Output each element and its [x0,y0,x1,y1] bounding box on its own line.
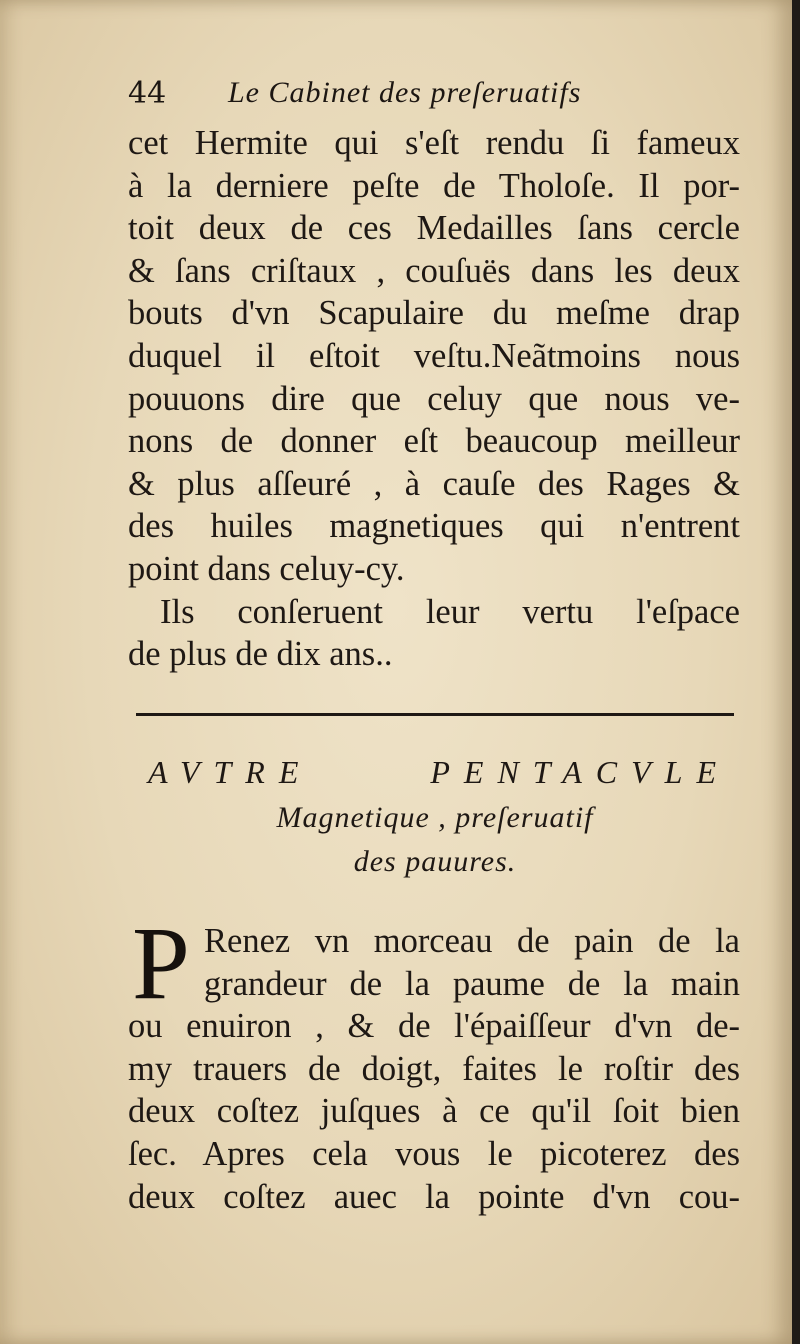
page-number: 44 [128,76,167,111]
section-heading-line-3: des pauures. [353,845,517,878]
text-line: Renez vn morceau de pain de la [204,922,740,960]
text-line: grandeur de la paume de la main [204,964,740,1003]
text-line: pouuons dire que celuy que nous ve- [128,379,740,418]
section-heading [140,748,730,884]
text-line: de plus de dix ans.. [128,635,393,674]
paragraph-2 [128,906,740,1218]
text-line: à la derniere peſte de Tholoſe. Il por- [128,166,740,205]
section-heading-line-1: AVTRE PENTACVLE [148,754,730,790]
text-line: & plus aſſeuré , à cauſe des Rages & [128,464,740,503]
section-heading-line-2: Magnetique , preſeruatif [276,801,594,834]
section-rule [136,713,734,716]
scan-right-edge [792,0,800,1344]
paragraph-1 [128,122,740,676]
running-head [128,76,748,116]
text-line: duquel il eſtoit veſtu.Neãtmoins nous [128,336,740,375]
text-line: nons de donner eſt beaucoup meilleur [128,422,740,461]
text-line: toit deux de ces Medailles ſans cercle [128,209,740,248]
text-line: ſec. Apres cela vous le picoterez des [128,1134,740,1173]
text-line: Ils conſeruent leur vertu l'eſpace [160,592,740,631]
running-title: Le Cabinet des preſeruatifs [228,76,582,109]
drop-cap: P [132,906,190,1021]
text-line: point dans celuy-cy. [128,549,405,588]
text-line: des huiles magnetiques qui n'entrent [128,507,740,546]
text-line: bouts d'vn Scapulaire du meſme drap [128,294,740,333]
text-line: cet Hermite qui s'eſt rendu ſi fameux [128,124,740,162]
text-line: deux coſtez juſques à ce qu'il ſoit bien [128,1092,740,1131]
text-line: my trauers de doigt, faites le roſtir des [128,1049,740,1088]
text-line: ou enuiron , & de l'épaiſſeur d'vn de- [128,1007,740,1046]
text-line: & ſans criſtaux , couſuës dans les deux [128,251,740,290]
text-line: deux coſtez auec la pointe d'vn cou- [128,1177,740,1216]
